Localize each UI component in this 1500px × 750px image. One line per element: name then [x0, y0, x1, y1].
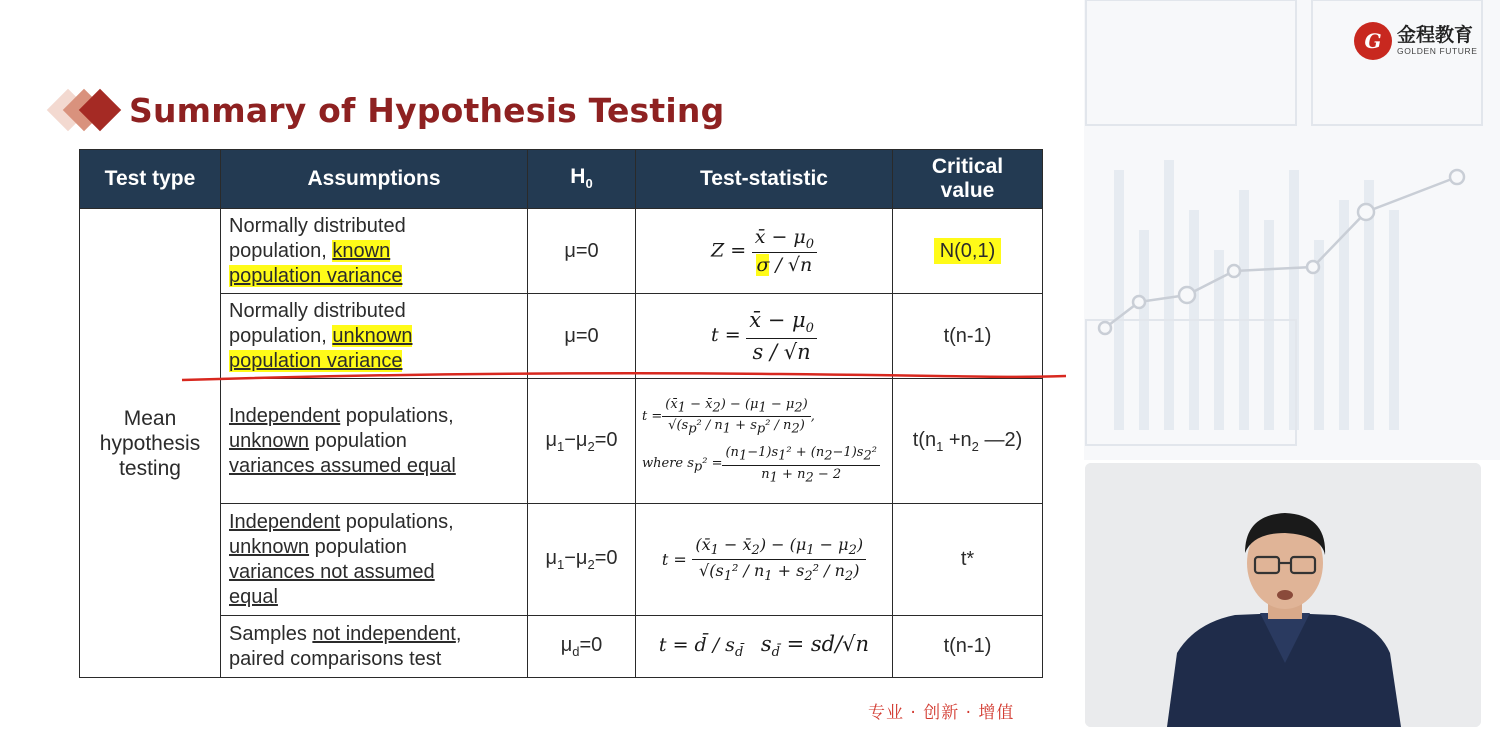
h0-cell: $\mu_1-\mu_2=0$: [528, 504, 636, 616]
critical-cell: N(0,1): [893, 209, 1043, 294]
slogan: 专业 · 创新 · 增值: [868, 703, 1015, 723]
h0-cell: $\mu_d=0$: [528, 616, 636, 678]
critical-cell: $t(n_1 +n_2$ —2): [893, 379, 1043, 504]
h0-cell: μ=0: [528, 294, 636, 379]
statistic-pooled-t: t = $\frac{(x̄_1 - x̄_2) - (\mu_1 - \mu_2)}{√(s_p^2 / n_1 + s_p^2 / n_2)}$ , where $s_p^2$ = $\frac{(n_1-1)s_1^2 + (n_2-1)s_2^2}{n_1 + n_2 - 2}$: [636, 379, 893, 504]
table-row: [80, 294, 1043, 379]
assumption-cell: Independent populations, unknown population variances not assumed equal: [221, 504, 528, 616]
page-title: Summary of Hypothesis Testing: [129, 90, 725, 130]
logo-tagline: GOLDEN FUTURE: [1397, 46, 1478, 57]
presenter-video[interactable]: [1085, 463, 1481, 727]
statistic-paired-t: t = d̄ / $s_{d̄}$ $s_{d̄} = sd/√n$: [636, 616, 893, 678]
statistic-z: Z = $\frac{x̄ - \mu_0}{\sigma / √n}$: [636, 209, 893, 294]
statistic-t: t = $\frac{x̄ - \mu_0}{s / √n}$: [636, 294, 893, 379]
title-decoration-icon: [45, 86, 125, 134]
pen-annotation-line: [180, 368, 1070, 388]
table-header-row: [80, 150, 1043, 209]
assumption-cell: Normally distributed population, known population variance: [221, 209, 528, 294]
table-row: [80, 616, 1043, 678]
assumption-cell: Normally distributed population, unknown population variance: [221, 294, 528, 379]
critical-cell: t(n-1): [893, 616, 1043, 678]
table-row: [80, 379, 1043, 504]
assumption-cell: Independent populations, unknown population variances assumed equal: [221, 379, 528, 504]
header-test-type: Test type: [80, 150, 221, 209]
header-critical-value: Critical value: [893, 150, 1043, 209]
table-row: [80, 209, 1043, 294]
logo-mark-icon: G: [1354, 22, 1392, 60]
group-label: Mean hypothesis testing: [99, 406, 201, 480]
hypothesis-summary-table: [79, 149, 1043, 678]
header-h0: $H_0$: [528, 150, 636, 209]
header-assumptions: Assumptions: [221, 150, 528, 209]
critical-cell: t*: [893, 504, 1043, 616]
presenter-figure: [1085, 463, 1481, 727]
group-label-cell: [80, 209, 221, 678]
h0-cell: μ=0: [528, 209, 636, 294]
decorative-background-panel: [1084, 0, 1500, 460]
critical-cell: t(n-1): [893, 294, 1043, 379]
logo-name: 金程教育: [1397, 24, 1474, 47]
h0-cell: $\mu_1-\mu_2=0$: [528, 379, 636, 504]
slide-title-area: [45, 82, 724, 138]
table-row: [80, 504, 1043, 616]
assumption-cell: Samples not independent, paired comparisons test: [221, 616, 528, 678]
header-test-statistic: Test-statistic: [636, 150, 893, 209]
background-chart-icon: [1084, 0, 1500, 460]
statistic-welch-t: t = $\frac{(x̄_1 - x̄_2) - (\mu_1 - \mu_2)}{√(s_1^2 / n_1 + s_2^2 / n_2)}$: [636, 504, 893, 616]
brand-logo: [1354, 22, 1478, 60]
